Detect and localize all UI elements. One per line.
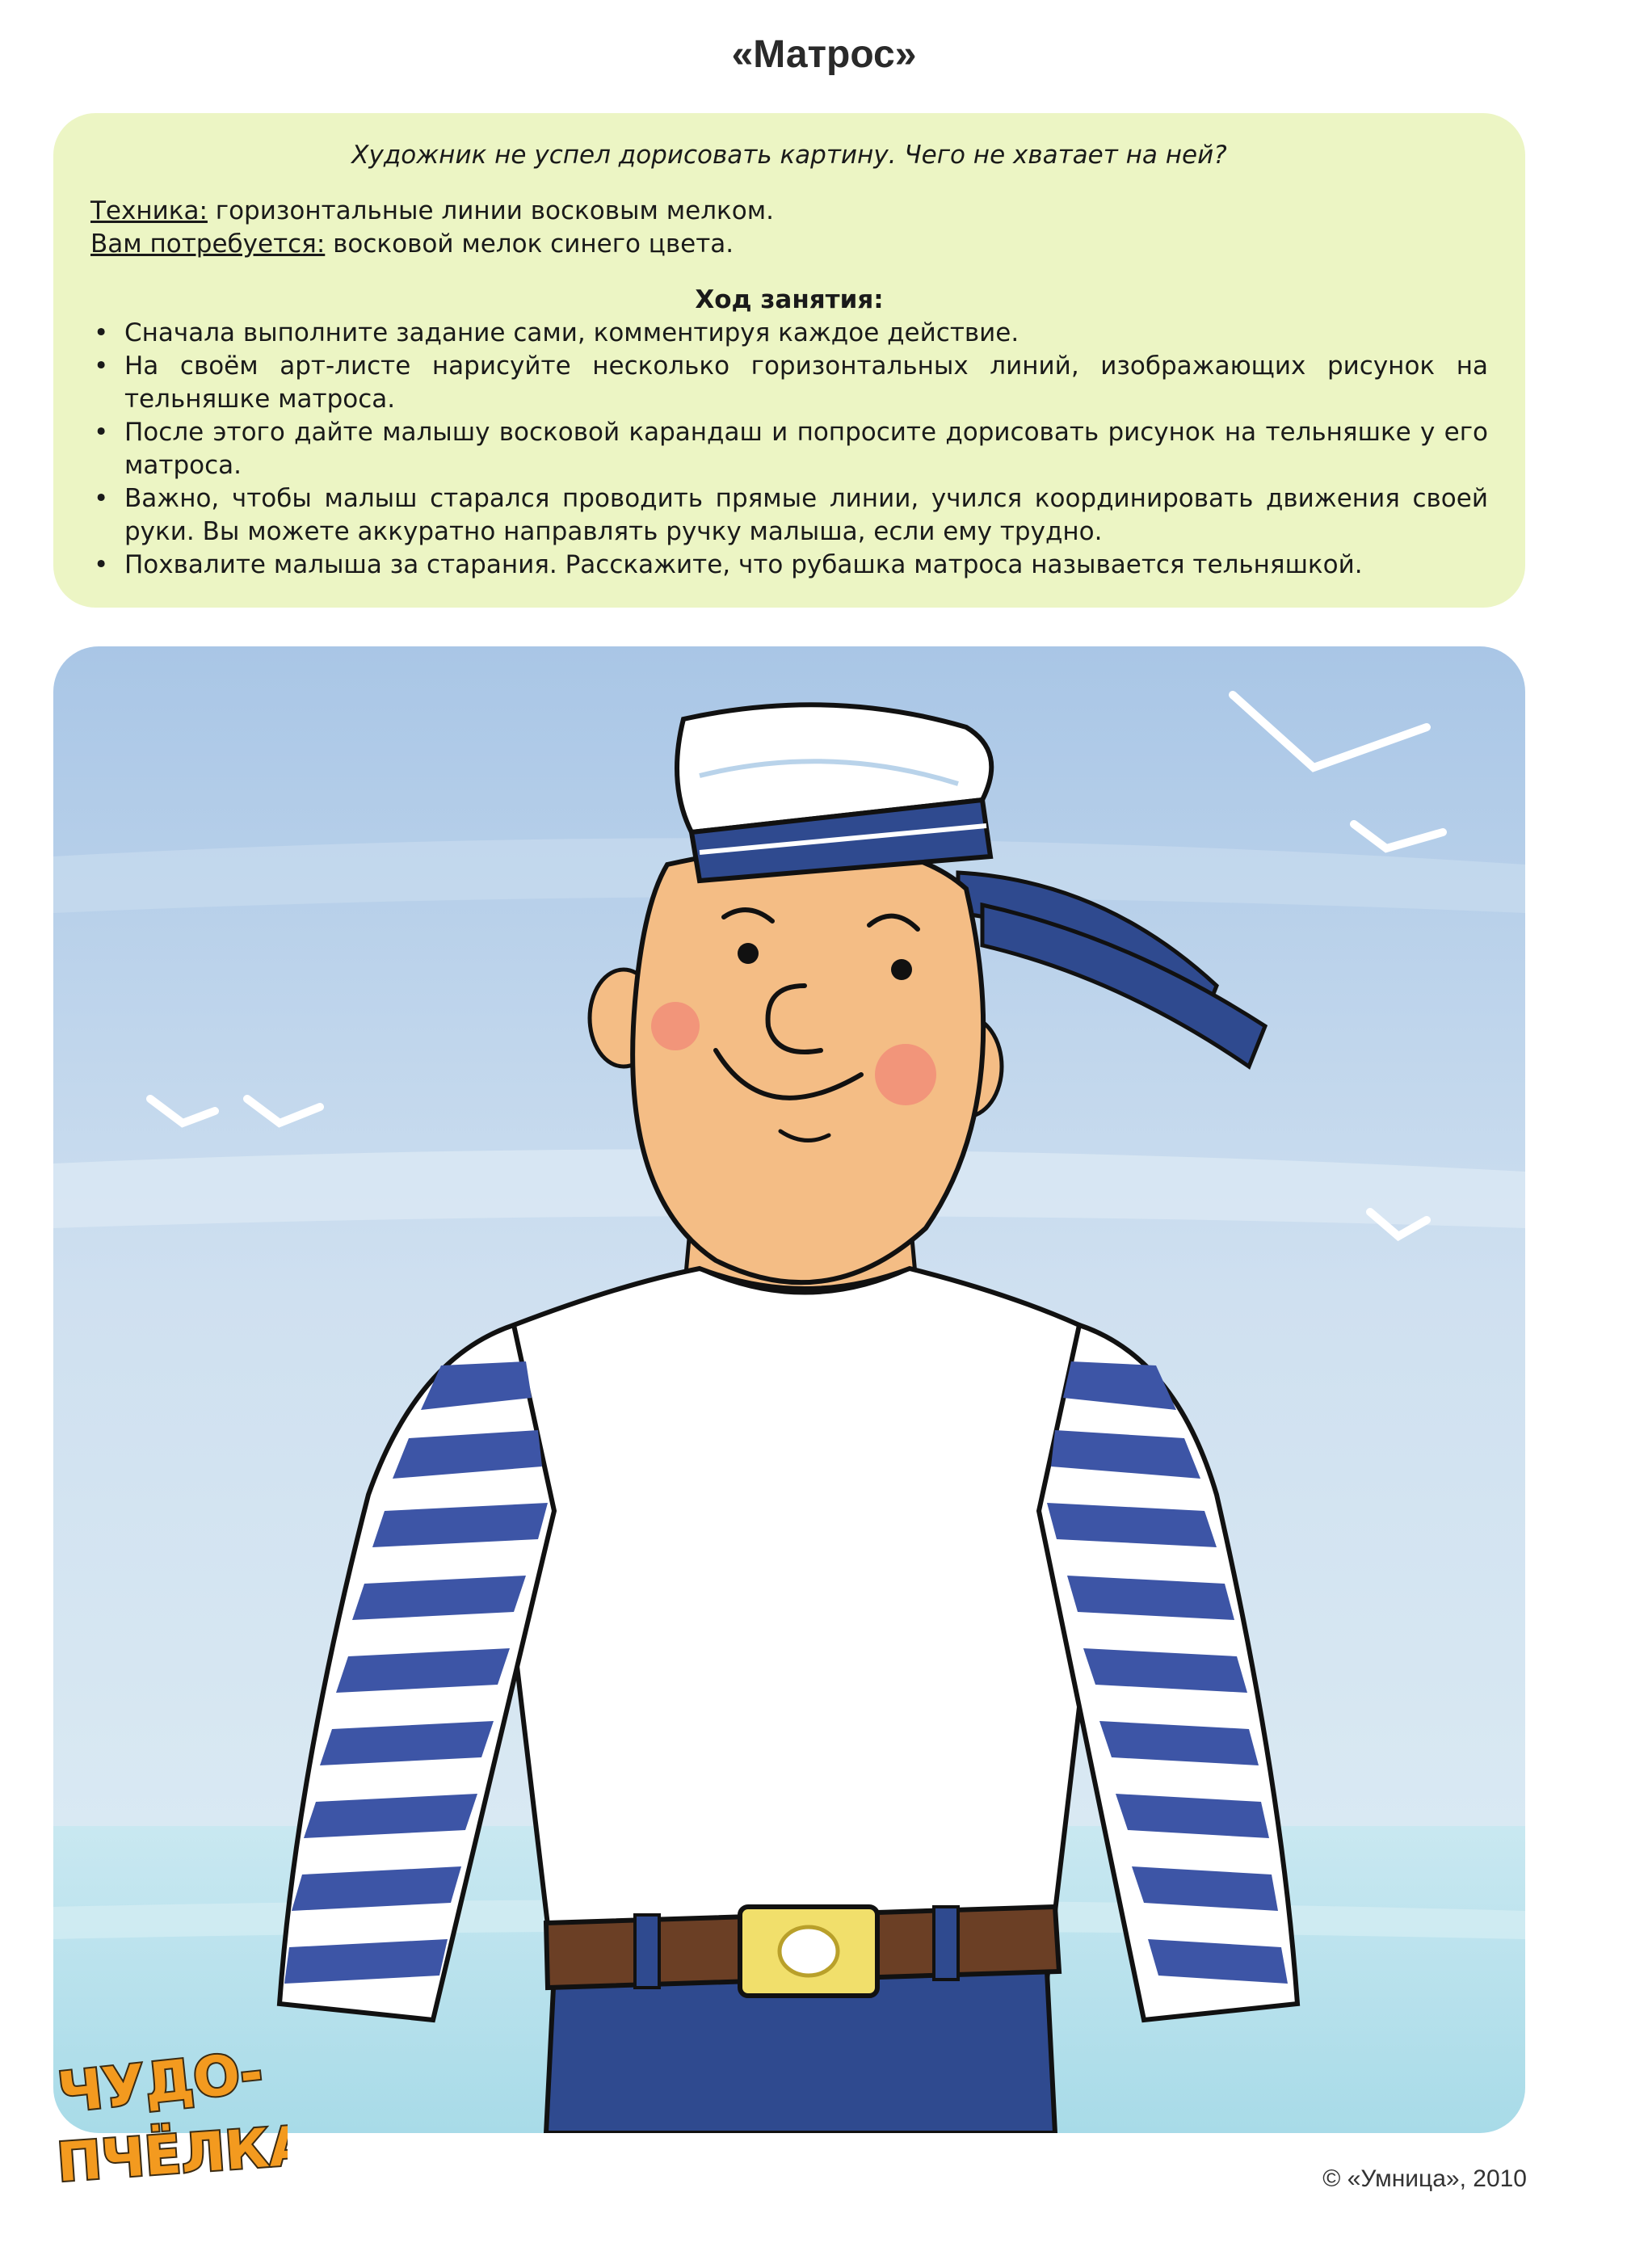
step-item: • На своём арт-листе нарисуйте несколько горизонтальных линий, изображающих рисунок на тельняшке матроса.	[124, 350, 1488, 416]
materials-value: восковой мелок синего цвета.	[333, 229, 734, 259]
technique-row	[90, 195, 1488, 228]
logo-line2: ПЧЁЛКА	[55, 2114, 288, 2194]
belt-loop	[934, 1907, 958, 1980]
sailor-illustration	[53, 646, 1525, 2133]
step-item: • Похвалите малыша за старания. Расскажите, что рубашка матроса называется тельняшкой.	[124, 549, 1488, 582]
sailor-cap-icon	[677, 705, 991, 881]
page-title: «Матрос»	[731, 33, 917, 76]
eye	[891, 959, 912, 980]
shirt	[498, 1269, 1104, 1980]
step-item: • После этого дайте малышу восковой карандаш и попросите дорисовать рисунок на тельняшке у его матроса.	[124, 416, 1488, 482]
materials-row	[90, 228, 1488, 261]
copyright: © «Умница», 2010	[1322, 2165, 1527, 2192]
cheek	[875, 1044, 936, 1105]
cheek	[651, 1002, 700, 1050]
step-item: • Важно, чтобы малыш старался проводить прямые линии, учился координировать движения своей руки. Вы можете аккуратно направлять ручку малыша, если ему трудно.	[124, 482, 1488, 549]
steps-title: Ход занятия:	[695, 285, 884, 314]
brand-logo	[53, 2036, 288, 2198]
technique-label: Техника:	[90, 196, 208, 225]
eye	[738, 943, 759, 964]
logo-line1: ЧУДО-	[55, 2040, 267, 2126]
intro-text: Художник не успел дорисовать картину. Чего не хватает на ней?	[351, 141, 1227, 170]
instructions-panel	[53, 113, 1525, 608]
technique-value: горизонтальные линии восковым мелком.	[215, 196, 774, 225]
step-item: • Сначала выполните задание сами, комментируя каждое действие.	[124, 317, 1488, 350]
belt-loop	[635, 1915, 659, 1988]
steps-list	[90, 317, 1488, 582]
buckle-anchor-icon	[780, 1927, 838, 1976]
materials-label: Вам потребуется:	[90, 229, 326, 259]
